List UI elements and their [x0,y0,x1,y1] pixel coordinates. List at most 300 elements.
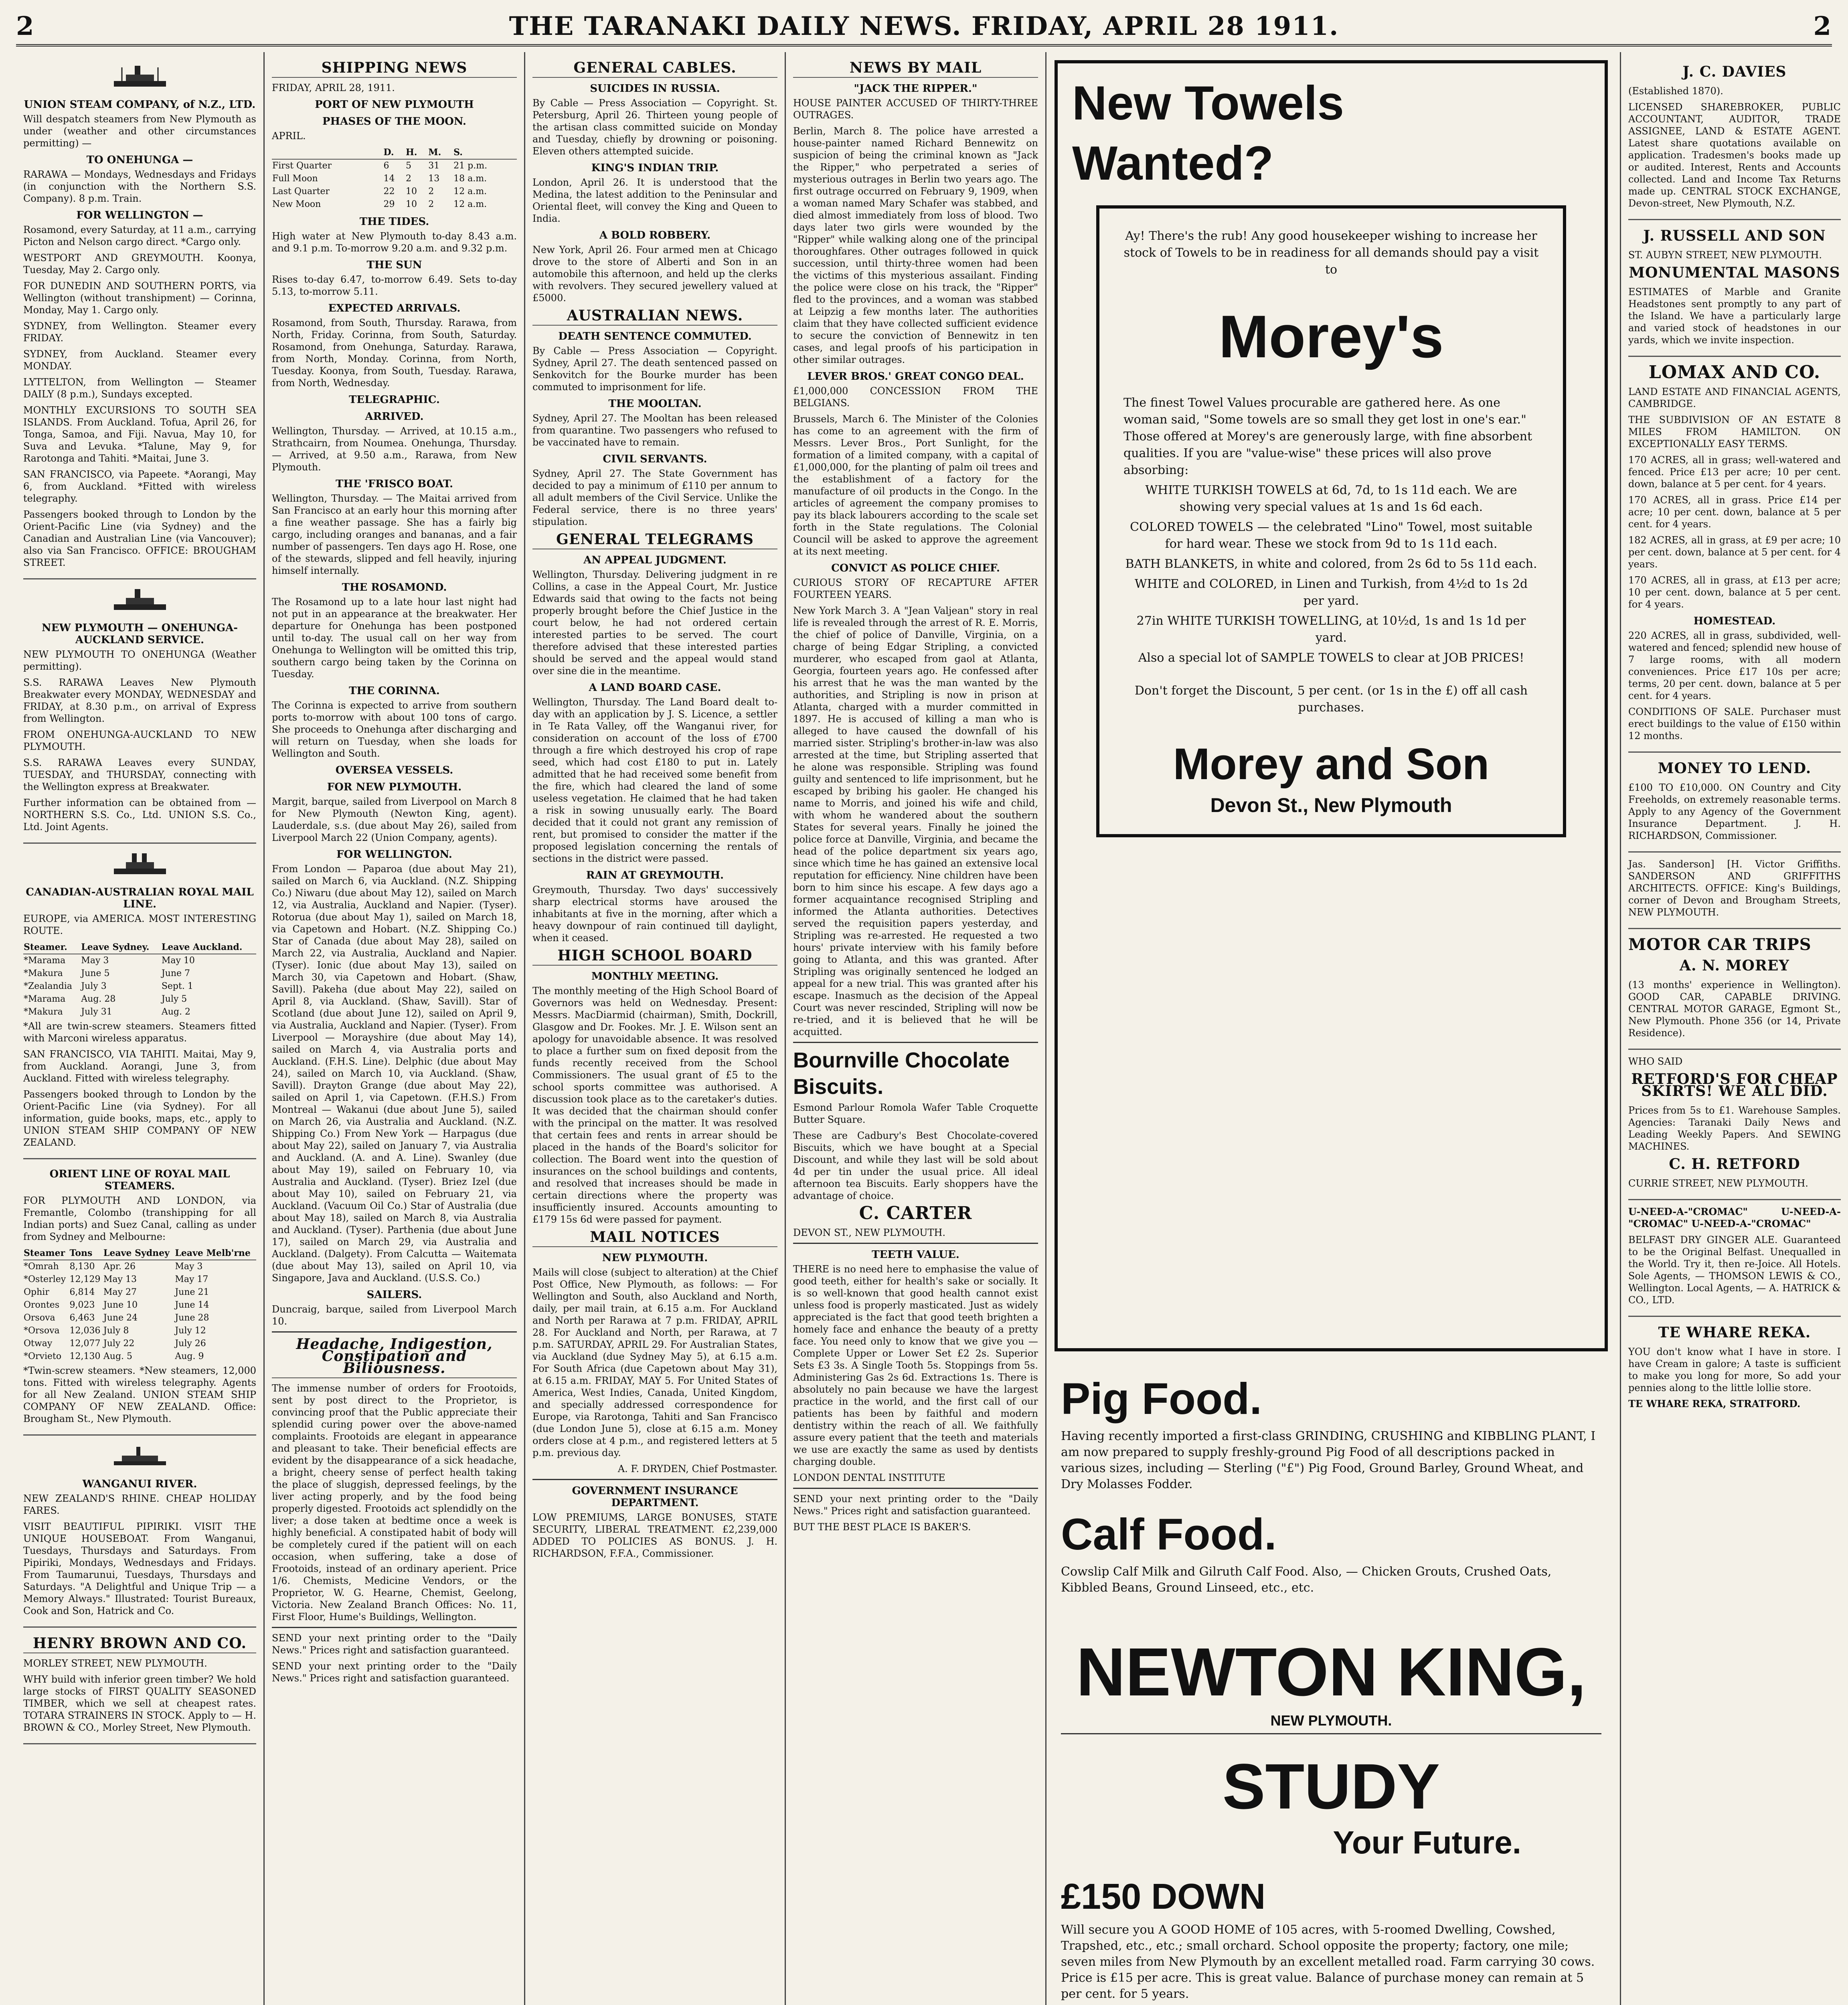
ripper-sub: HOUSE PAINTER ACCUSED OF THIRTY-THREE OUTRAGES. [793,97,1038,121]
th: Leave Sydney [103,1247,174,1260]
death-body: By Cable — Press Association — Copyright. Sydney, April 27. The death sentenced passed on Senkovitch for the Bourke murder has been commuted to imprisonment for life. [532,345,777,393]
union-rosamond: Rosamond, every Saturday, at 11 a.m., carrying Picton and Nelson cargo direct. *Cargo only. [23,224,256,247]
arrivals-heading: EXPECTED ARRIVALS. [328,302,461,314]
table-row [23,980,256,993]
cell: *Zealandia [24,981,72,991]
oversea-wgtn-heading: FOR WELLINGTON. [336,849,452,861]
kings-body: London, April 26. It is understood that the Medina, the latest addition to the Peninsular and Oriental fleet, will convey the King and Queen to India. [532,177,777,224]
morey-towels-ad [1055,60,1608,1351]
divider [793,1243,1038,1244]
cell: 5 [406,161,411,171]
teeth-heading: TEETH VALUE. [872,1249,959,1261]
lot-item: 182 ACRES, all in grass, at £9 per acre; 10 per cent. down, balance at 5 per cent. for 4 years. [1628,535,1841,570]
th [272,146,383,159]
insurance-body: LOW PREMIUMS, LARGE BONUSES, STATE SECURITY, LIBERAL TREATMENT. £2,239,000 ADDED TO POLICIES AS BONUS. J. H. RICHARDSON, F.F.A., Commissioner. [532,1512,777,1559]
cell: 18 a.m. [453,174,487,184]
th: Tons [69,1247,103,1260]
cell: July 8 [103,1326,129,1336]
whare-body: YOU don't know what I have in store. I have Cream in galore; A taste is sufficient to make you long for more, So add your pennies along to the little lollie store. [1628,1346,1841,1393]
money-ad [1628,753,1841,853]
cell: 21 p.m. [453,161,488,171]
printing-ad: SEND your next printing order to the "Daily News." Prices right and satisfaction guaranteed. [272,1661,517,1684]
sailers-heading: SAILERS. [366,1289,422,1301]
canadian-australian-ad [23,844,256,1159]
calf-food-body: Cowslip Calf Milk and Gilruth Calf Food. Also, — Chicken Grouts, Crushed Oats, Kibbled Beans, Ground Linseed, etc., etc. [1061,1565,1552,1595]
telegraphic-heading: TELEGRAPHIC. [349,394,440,406]
cell: May 3 [81,956,109,966]
congo-sub: £1,000,000 CONCESSION FROM THE BELGIANS. [793,385,1038,409]
onehunga-rarawa2: S.S. RARAWA Leaves every SUNDAY, TUESDAY, and THURSDAY, connecting with the Wellington express at Breakwater. [23,757,256,792]
mooltan-body: Sydney, April 27. The Mooltan has been released from quarantine. Two passengers who refused to be vaccinated have to remain. [532,413,777,448]
civil-body: Sydney, April 27. The State Government has decided to pay a minimum of £110 per annum to all adult members of the Civil Service. Unlike the Federal service, there is no three years' stipulation. [532,468,777,527]
cell: *Marama [24,994,66,1004]
divider [793,1488,1038,1489]
th: Steamer. [23,941,81,954]
pig-food-heading: Pig Food. [1061,1374,1262,1424]
column-cables [525,52,786,2005]
morey-headline-2: Wanted? [1072,136,1274,190]
lot-item: 170 ACRES, all in grass. Price £14 per acre; 10 per cent. down, balance at 5 per cent. for 4 years. [1628,494,1841,530]
sailers-body: Duncraig, barque, sailed from Liverpool March 10. [272,1304,517,1327]
appeal-heading: AN APPEAL JUDGMENT. [583,554,727,566]
cell: 12,130 [69,1351,101,1361]
table-row [272,198,517,211]
union-sydney2: SYDNEY, from Auckland. Steamer every MONDAY. [23,348,256,372]
rain-heading: RAIN AT GREYMOUTH. [586,869,724,881]
appeal-body: Wellington, Thursday. Delivering judgment in re Collins, a case in the Appeal Court, Mr. Justice Edwards said that owing to the facts not being properly brought before the Chief Justice in the court below, he had not ordered certain interested parties to be served. The court therefore advised that these interested parties should be served and the appeal would stand over sine die in the meantime. [532,569,777,676]
table-row [23,967,256,980]
canadian-sub: EUROPE, via AMERICA. MOST INTERESTING ROUTE. [23,913,256,936]
morey-name: Morey's [1219,303,1444,370]
tides-body: High water at New Plymouth to-day 8.43 a.m. and 9.1 p.m. To-morrow 9.20 a.m. and 9.32 p.m. [272,231,517,254]
retford-heading: RETFORD'S FOR CHEAP SKIRTS! WE ALL DID. [1631,1071,1838,1100]
union-passengers: Passengers booked through to London by the Orient-Pacific Line (via Sydney) and the Canadian and Australian Line (via Vancouver); also via San Francisco. OFFICE: BROUGHAM STREET. [23,509,256,568]
rosamond-body: The Rosamond up to a late hour last night had not put in an appearance at the breakwater. Her departure for Onehunga has been postponed until to-day. The usual call on her way from Onehunga to Wellington will be omitted this trip, southern cargo being taken by the Corinna on Tuesday. [272,596,517,680]
arrivals-body: Rosamond, from South, Thursday. Rarawa, from North, Friday. Corinna, from South, Saturday. Rosamond, from Onehunga, Saturday. Rarawa, from North, Monday. Corinna, from North, Tuesday. Koonya, from South, Tuesday. Rarawa, from North, Wednesday. [272,317,517,389]
whare-reka-ad [1628,1317,1841,1420]
union-sydney: SYDNEY, from Wellington. Steamer every FRIDAY. [23,320,256,344]
table-row [272,172,517,185]
russell-body: ESTIMATES of Marble and Granite Headstones sent promptly to any part of the Island. We have a particularly large and varied stock of headstones in our yards, which we invite inspection. [1628,286,1841,346]
motor-ad [1628,929,1841,1050]
teeth-body: THERE is no need here to emphasise the value of good teeth, either for health's sake or socially. It is so well-known that good health cannot exist unless food is properly masticated. Just as widely appreciated is the fact that good teeth brighten a homely face and enhance the beauty of a pretty face. You need only to know that we give you — Complete Upper or Lower Set £2 2s. Superior Sets £3 3s. A Single Tooth 5s. Stoppings from 5s. Administering Gas 2s 6d. Extractions 1s. There is absolutely no pain because we have the largest practice in the world, and the first call of our patients has been by faithful and modern dentistry within the reach of all. We faithfully assure every patient that the teeth and materials we use are exactly the same as used by dentists charging double. [793,1264,1038,1467]
th: H. [405,146,428,159]
morey-item: BATH BLANKETS, in white and colored, from 2s 6d to 5s 11d each. [1125,557,1537,571]
cell: *Orsova [24,1326,60,1336]
wanganui-river-ad [23,1436,256,1628]
cell: 10 [406,199,417,209]
retford-addr: CURRIE STREET, NEW PLYMOUTH. [1628,1178,1808,1189]
th: S. [453,146,517,159]
canadian-booked: Passengers booked through to London by the Orient-Pacific Line (via Sydney). For all information, guide books, maps, etc., apply to UNION STEAM SHIP COMPANY OF NEW ZEALAND. [23,1089,256,1148]
congo-heading: LEVER BROS.' GREAT CONGO DEAL. [807,371,1024,383]
oversea-np-heading: FOR NEW PLYMOUTH. [327,781,462,793]
oversea-heading: OVERSEA VESSELS. [335,764,453,776]
morey-item: 27in WHITE TURKISH TOWELLING, at 10½d, 1s and 1s 1d per yard. [1136,614,1526,645]
carter-name: C. CARTER [859,1203,972,1223]
retford-who: WHO SAID [1628,1056,1683,1067]
oversea-np-body: Margit, barque, sailed from Liverpool on March 8 for New Plymouth (Newton King, agent). Lauderdale, s.s. (due about May 26), sailed from Liverpool March 22 (Union Company, agents). [272,796,517,843]
bournville-title: Bournville Chocolate Biscuits. [793,1048,1010,1099]
corinna-body: The Corinna is expected to arrive from southern ports to-morrow with about 100 tons of cargo. She proceeds to Onehunga after discharging and will return on Tuesday, when she loads for Wellington and South. [272,700,517,759]
cell: May 10 [161,956,195,966]
cell: June 21 [175,1287,209,1297]
column-shipping-news [265,52,525,2005]
table-row [23,1325,256,1337]
civil-heading: CIVIL SERVANTS. [603,453,707,465]
river-steamer-icon [110,1441,170,1473]
morey-item: WHITE and COLORED, in Linen and Turkish, from 4½d to 1s 2d per yard. [1134,577,1528,608]
newton-king-name: NEWTON KING, [1076,1634,1586,1710]
orient-timetable [23,1247,256,1363]
cell: June 7 [161,968,190,978]
mooltan-heading: THE MOOLTAN. [608,398,702,410]
divider [793,1042,1038,1043]
morey-body: The finest Towel Values procurable are gathered here. As one woman said, "Some towels are so small they get lost in one's ear." Those offered at Morey's are generously large, with fine absorbent qualities. If you are "value-wise" these prices will also prove absorbing: [1123,396,1532,477]
retford-name: C. H. RETFORD [1669,1156,1800,1173]
cell: 14 [383,174,395,184]
school-heading: HIGH SCHOOL BOARD [532,950,777,966]
onehunga-sub: NEW PLYMOUTH TO ONEHUNGA (Weather permitting). [23,649,256,672]
table-row [23,1350,256,1363]
monthly-heading: MONTHLY MEETING. [591,970,719,982]
homestead-heading: HOMESTEAD. [1693,615,1776,627]
cell: *Osterley [24,1274,66,1284]
cell: 31 [428,161,440,171]
rain-body: Greymouth, Thursday. Two days' successively sharp electrical storms have aroused the inhabitants at five in the morning, after which a heavy downpour of rain continued till daylight, when it ceased. [532,884,777,944]
sun-body: Rises to-day 6.47, to-morrow 6.49. Sets to-day 5.13, to-morrow 5.11. [272,274,517,297]
morey-intro: Ay! There's the rub! Any good housekeeper wishing to increase her stock of Towels to be in readiness for all demands should pay a visit to [1123,229,1539,277]
cell: 10 [406,186,417,196]
onehunga-further: Further information can be obtained from — NORTHERN S.S. Co., Ltd. UNION S.S. Co., Ltd. Joint Agents. [23,797,256,832]
frootoids-body: The immense number of orders for Frootoids, sent by post direct to the Proprietor, is convincing proof that the Public appreciate their splendid curing power over the above-named complaints. Frootoids are elegant in appearance and pleasant to take. Their beneficial effects are evident by the disappearance of a sick headache, a bright, cheery sense of perfect health taking the place of sluggish, depressed feelings, by the liver acting properly, and by the food being properly digested. Frootoids act splendidly on the liver; a dose taken at bedtime once a week is highly beneficial. A constipated habit of body will be completely cured if the patient will on each occasion, when suffering, take a dose of Frootoids, instead of an ordinary aperient. Price 1/6. Chemists, Medicine Vendors, or the Proprietor, W. G. Hearne, Chemist, Geelong, Victoria. New Zealand Branch Offices: No. 11, First Floor, Hume's Buildings, Wellington. [272,1383,517,1622]
cell: *Makura [24,968,63,978]
land-heading: A LAND BOARD CASE. [589,682,721,694]
brown-body: WHY build with inferior green timber? We hold large stocks of FIRST QUALITY SEASONED TIMBER, which we sell at cheapest rates. TOTARA STRAINERS IN STOCK. Apply to — H. BROWN & CO., Morley Street, New Plymouth. [23,1674,256,1733]
newton-king-addr: NEW PLYMOUTH. [1270,1712,1392,1729]
convict-body: New York March 3. A "Jean Valjean" story in real life is revealed through the arrest of R. E. Morris, the chief of police of Danville, Virginia, on a charge of being Edgar Stripling, a convicted murderer, who escaped from gaol at Atlanta, Georgia, fourteen years ago. He confessed after his arrest that he was the man wanted by the authorities, and Stripling is now in prison at Atlanta, charged with a murder committed in 1897. He is accused of killing a man who is alleged to have caused the downfall of his married sister. Stripling's brother-in-law was also arrested at the time, but Stripling asserted that he alone was responsible. Stripling was found guilty and sentenced to life imprisonment, but he escaped by bribing his gaoler. He changed his name to Morris, and joined his wife and child, with whom he wandered about the southern States for several years. Finally he joined the police force at Danville, Virginia, and became the head of the police department six years ago, since which time he has gained an extensive local reputation for efficiency. Nine children have been born to him since his escape. A few days ago a former acquaintance recognised Stripling and informed the Atlanta authorities. Detectives served the requisition papers yesterday, and Stripling was re-arrested. He requested a two hours' private interview with his family before going to Atlanta, and this was granted. After Stripling was originally sentenced he lodged an appeal for a new trial. This was granted after his escape. Inasmuch as the decision of the Appeal Court was never rescinded, Stripling will now be re-tried, and it is believed that he will be acquitted. [793,605,1038,1037]
bournville-ad [793,1047,1038,1239]
morey-item: COLORED TOWELS — the celebrated "Lino" Towel, most suitable for hard wear. These we stock from 9d to 1s 11d each. [1130,520,1532,551]
morey-firm: Morey and Son [1173,739,1490,789]
cell: May 13 [103,1274,137,1284]
cell: *Orvieto [24,1351,62,1361]
th: M. [428,146,453,159]
mail-np: NEW PLYMOUTH. [602,1252,708,1264]
port-heading: PORT OF NEW PLYMOUTH [315,99,474,111]
canadian-heading: CANADIAN-AUSTRALIAN ROYAL MAIL LINE. [26,886,254,910]
wanganui-sub: NEW ZEALAND'S RHINE. CHEAP HOLIDAY FARES. [23,1493,256,1516]
bakers-line: BUT THE BEST PLACE IS BAKER'S. [793,1521,971,1533]
union-to-onehunga: TO ONEHUNGA — [86,154,193,166]
brown-heading: HENRY BROWN AND CO. [23,1637,256,1653]
cell: Apr. 26 [103,1262,136,1272]
table-row [23,993,256,1006]
cell: July 22 [103,1339,135,1349]
onehunga-rarawa: S.S. RARAWA Leaves New Plymouth Breakwater every MONDAY, WEDNESDAY and FRIDAY, at 8.30 p.m., on arrival of Express from Wellington. [23,677,256,724]
frisco-heading: THE 'FRISCO BOAT. [335,478,453,490]
whare-foot: TE WHARE REKA, STRATFORD. [1628,1398,1801,1410]
arrived-body: Wellington, Thursday. — Arrived, at 10.15 a.m., Strathcairn, from Noumea. Onehunga, Thursday. — Arrived, at 9.50 a.m., Rarawa, from New Plymouth. [272,425,517,473]
teeth-sign: LONDON DENTAL INSTITUTE [793,1472,945,1483]
ripper-heading: "JACK THE RIPPER." [854,83,978,95]
cell: 9,023 [69,1300,95,1310]
retford-ad [1628,1050,1841,1200]
orient-heading: ORIENT LINE OF ROYAL MAIL STEAMERS. [49,1168,230,1192]
union-excursions: MONTHLY EXCURSIONS TO SOUTH SEA ISLANDS. From Auckland. Tofua, April 26, for Tonga, Samoa, and Fiji. Navua, May 10, for Suva and Levuka. *Talune, May 9, for Rarotonga and Tahiti. *Maitai, June 3. [23,405,256,464]
table-row [23,954,256,967]
cell: 12 a.m. [453,186,487,196]
morey-an-name: A. N. MOREY [1680,957,1789,974]
money-body: £100 TO £10,000. ON Country and City Freeholds, on extremely reasonable terms. Apply to any Agency of the Government Insurance Department. J. H. RICHARDSON, Commissioner. [1628,782,1841,841]
cell: June 24 [103,1313,138,1323]
moon-table [272,146,517,211]
cell: July 12 [175,1326,206,1336]
column-shipping-ads [16,52,265,2005]
cell: 2 [428,186,434,196]
cell: Aug. 5 [103,1351,133,1361]
orient-note: *Twin-screw steamers. *New steamers, 12,000 tons. Fitted with wireless telegraphy. Agents for all New Zealand. UNION STEAM SHIP COMPANY OF NEW ZEALAND. Office: Brougham St., New Plymouth. [23,1365,256,1424]
offer-150-body: Will secure you A GOOD HOME of 105 acres, with 5-roomed Dwelling, Cowshed, Trapshed, etc., etc.; small orchard. School opposite the property; factory, one mile; seven miles from New Plymouth by an excellent metalled road. Farm carrying 30 cows. Price is £15 per acre. This is great value. Balance of purchase money can remain at 5 per cent. for 5 years. [1061,1923,1595,2001]
table-row [272,185,517,198]
frisco-body: Wellington, Thursday. — The Maitai arrived from San Francisco at an early hour this morning after a fine weather passage. She has a fairly big cargo, including oranges and bananas, and a fair number of passengers. Ten days ago H. Rose, one of the stewards, slipped and fell heavily, injuring himself internally. [272,493,517,576]
cell: *Omrah [24,1262,59,1272]
onehunga-service-ad [23,579,256,844]
printing-ad: SEND your next printing order to the "Daily News." Prices right and satisfaction guaranteed. [793,1493,1038,1517]
sanderson-ad [1628,853,1841,929]
wanganui-body: VISIT BEAUTIFUL PIPIRIKI. VISIT THE UNIQUE HOUSEBOAT. From Wanganui, Tuesdays, Thursdays and Saturdays. From Pipiriki, Mondays, Wednesdays and Fridays. From Taumarunui, Tuesdays, Thursdays and Saturdays. "A Delightful and Unique Trip — a Memory Always." Illustrated: Tourist Bureaux, Cook and Son, Hatrick and Co. [23,1521,256,1616]
kings-heading: KING'S INDIAN TRIP. [591,162,719,174]
motor-heading: MOTOR CAR TRIPS [1628,935,1812,954]
cell: *Marama [24,956,66,966]
union-heading: UNION STEAM COMPANY, of N.Z., LTD. [24,99,256,111]
union-westport: WESTPORT AND GREYMOUTH. Koonya, Tuesday, May 2. Cargo only. [23,252,256,275]
cell: 13 [428,174,440,184]
cell: 6 [383,161,389,171]
table-row [23,1312,256,1325]
page-number-right: 2 [1813,11,1832,41]
morey-headline-1: New Towels [1072,76,1344,130]
cell: June 28 [175,1313,209,1323]
retford-body: Prices from 5s to £1. Warehouse Samples. Agencies: Taranaki Daily News and Leading Weekly Papers. And SEWING MACHINES. [1628,1105,1841,1152]
table-row [23,1273,256,1286]
steamer-icon [110,849,170,881]
cell: 2 [428,199,434,209]
frootoids-heading: Headache, Indigestion, Constipation and Biliousness. [272,1338,517,1378]
whare-heading: TE WHARE REKA. [1658,1324,1811,1341]
cell: 12 a.m. [453,199,487,209]
cell: 29 [383,199,395,209]
mail-heading: MAIL NOTICES [532,1231,777,1247]
cables-heading: GENERAL CABLES. [532,62,777,78]
telegrams-heading: GENERAL TELEGRAMS [532,533,777,549]
lomax-name: LOMAX AND CO. [1648,362,1821,383]
cell: Ophir [24,1287,49,1297]
russell-ad [1628,220,1841,357]
th: Steamer [23,1247,69,1260]
morey-item: WHITE TURKISH TOWELS at 6d, 7d, to 1s 11d each. We are showing very special values at 1s and 1s 6d each. [1145,483,1517,514]
cell: Full Moon [272,174,318,184]
cell: May 27 [103,1287,137,1297]
sun-heading: THE SUN [366,259,422,271]
steamer-icon [110,585,170,617]
divider [1061,1733,1601,1734]
steamer-icon [110,62,170,94]
bournville-items: Esmond Parlour Romola Wafer Table Croquette Butter Square. [793,1102,1038,1125]
lot-item: 170 ACRES, all in grass; well-watered and fenced. Price £13 per acre; 10 per cent. down, balance at 5 per cent. for 4 years. [1628,454,1841,490]
morey-firm-addr: Devon St., New Plymouth [1210,794,1452,816]
cell: 12,129 [69,1274,101,1284]
death-heading: DEATH SENTENCE COMMUTED. [558,330,752,342]
rosamond-heading: THE ROSAMOND. [342,581,447,593]
cell: 8,130 [69,1262,95,1272]
union-dunedin: FOR DUNEDIN AND SOUTHERN PORTS, via Wellington (without transhipment) — Corinna, Monday, May 1. Cargo only. [23,280,256,316]
wanganui-heading: WANGANUI RIVER. [82,1478,197,1490]
onehunga-from: FROM ONEHUNGA-AUCKLAND TO NEW PLYMOUTH. [23,729,256,752]
offer-150-heading: £150 DOWN [1061,1877,1266,1917]
cromac-heading: U-NEED-A-"CROMAC" U-NEED-A-"CROMAC" U-NEED-A-"CROMAC" [1628,1206,1841,1229]
carter-addr: DEVON ST., NEW PLYMOUTH. [793,1227,946,1238]
money-heading: MONEY TO LEND. [1658,760,1812,777]
morey-discount: Don't forget the Discount, 5 per cent. (or 1s in the £) off all cash purchases. [1134,684,1528,715]
morey-an-body: (13 months' experience in Wellington). GOOD CAR, CAPABLE DRIVING. CENTRAL MOTOR GARAGE, Egmont St., New Plymouth. Phone 356 (or 14, Private Residence). [1628,979,1841,1039]
lot-item: 170 ACRES, all in grass, at £13 per acre; 10 per cent. down, balance at 5 per cent. for 4 years. [1628,575,1841,610]
union-intro: Will despatch steamers from New Plymouth as under (weather and other circumstances permitting) — [23,113,256,149]
cell: *Makura [24,1007,63,1017]
mail-body: Mails will close (subject to alteration) at the Chief Post Office, New Plymouth, as follows: — For Wellington and South, also Auckland and North, daily, per mail train, at 6.15 a.m. For Auckland and North per Rarawa at 7 p.m. FRIDAY, APRIL 28. For Auckland and North, per Rarawa, at 7 p.m. SATURDAY, APRIL 29. For Australian States, via Auckland (due Sydney May 5), at 6.15 a.m. For South Africa (due Capetown about May 31), at 6.15 a.m. FRIDAY, MAY 5. For United States of America, West Indies, Canada, United Kingdom, and specially addressed correspondence for Europe, via Rarotonga, Tahiti and San Francisco (due London June 5), close at 6.15 a.m. Money orders close at 4 p.m., and registered letters at 5 p.m. previous day. [532,1267,777,1458]
conditions: CONDITIONS OF SALE. Purchaser must erect buildings to the value of £150 within 12 months. [1628,706,1841,741]
union-lyttelton: LYTTELTON, from Wellington — Steamer DAILY (8 p.m.), Sundays excepted. [23,377,256,400]
insurance-heading: GOVERNMENT INSURANCE DEPARTMENT. [572,1485,738,1509]
cell: 12,077 [69,1339,101,1349]
robbery-heading: A BOLD ROBBERY. [599,229,711,241]
cell: Last Quarter [272,186,330,196]
cell: 6,463 [69,1313,95,1323]
printing-ad: SEND your next printing order to the "Daily News." Prices right and satisfaction guaranteed. [272,1632,517,1656]
table-row [23,1260,256,1273]
cell: June 5 [81,968,110,978]
russell-addr: ST. AUBYN STREET, NEW PLYMOUTH. [1628,249,1822,261]
cell: Aug. 9 [175,1351,204,1361]
morey-inner-box [1096,205,1566,837]
divider [272,1331,517,1333]
shipping-news-heading: SHIPPING NEWS [272,62,517,78]
orient-sub: FOR PLYMOUTH AND LONDON, via Fremantle, Colombo (transhipping for all Indian ports) and Suez Canal, calling as under from Sydney and Melbourne: [23,1195,256,1242]
cell: May 3 [175,1262,203,1272]
morey-item: Also a special lot of SAMPLE TOWELS to clear at JOB PRICES! [1138,651,1524,665]
cell: Otway [24,1339,53,1349]
column-news-by-mail [786,52,1046,2005]
column-small-ads [1620,52,1848,2005]
robbery-body: New York, April 26. Four armed men at Chicago drove to the store of Alberti and Son in an automobile this afternoon, and held up the clerks with revolvers. They secured jewellery valued at £5000. [532,244,777,304]
cromac-body: BELFAST DRY GINGER ALE. Guaranteed to be the Original Belfast. Unequalled in the World. Try it, then re-Joice. All Hotels. Sole Agents, — THOMSON LEWIS & CO., Wellington. Local Agents, — A. HATRICK & CO., LTD. [1628,1234,1841,1306]
th: D. [383,146,405,159]
school-body: The monthly meeting of the High School Board of Governors was held on Wednesday. Present: Messrs. MacDiarmid (chairman), Smith, Dockrill, Glasgow and Dr. Fookes. Mr. J. E. Wilson sent an apology for unavoidable absence. It was resolved to place a further sum on fixed deposit from the funds recently received from the School Commissioners. The usual grant of £5 to the school sports committee was authorised. A discussion took place as to the caretaker's duties. It was decided that the chairman should confer with the principal on the matter. It was resolved that certain fees and rents in arrear should be placed in the hands of the Board's solicitor for collection. The Board went into the question of insurances on the school buildings and contents, and resolved that increases should be made in certain directions where the property was insufficiently insured. Accounts amounting to £179 15s 6d were passed for payment. [532,985,777,1225]
mail-sign: A. F. DRYDEN, Chief Postmaster. [617,1463,777,1474]
davies-body: LICENSED SHAREBROKER, PUBLIC ACCOUNTANT, AUDITOR, TRADE ASSIGNEE, LAND & ESTATE AGENT. Latest share quotations available on application. Tradesmen's books made up or audited. Interest, Rents and Accounts collected. Land and Income Tax Returns made up. CENTRAL STOCK EXCHANGE, Devon-street, New Plymouth, N.Z. [1628,101,1841,209]
cell: June 10 [103,1300,138,1310]
cell: July 5 [161,994,187,1004]
table-row [23,1299,256,1312]
cell: July 3 [81,981,107,991]
cell: July 31 [81,1007,112,1017]
russell-name: J. RUSSELL AND SON [1643,227,1826,244]
calf-food-heading: Calf Food. [1061,1510,1277,1559]
th: Leave Melb'rne [174,1247,256,1260]
union-rarawa: RARAWA — Mondays, Wednesdays and Fridays (in conjunction with the Northern S.S. Company). 8 p.m. Train. [23,169,256,204]
newton-king-ad [1046,1363,1616,2005]
suicides-heading: SUICIDES IN RUSSIA. [590,83,720,95]
newspaper-title: THE TARANAKI DAILY NEWS. FRIDAY, APRIL 28 1911. [509,11,1339,41]
cell: Aug. 28 [81,994,116,1004]
cell: May 17 [175,1274,208,1284]
davies-ad [1628,56,1841,220]
australian-news-heading: AUSTRALIAN NEWS. [532,310,777,326]
suicides-body: By Cable — Press Association — Copyright. St. Petersburg, April 26. Thirteen young people of the artisan class committed suicide on Monday and Tuesday, chiefly by drowning or poisoning. Eleven others attempted suicide. [532,97,777,157]
lomax-sub: LAND ESTATE AND FINANCIAL AGENTS, CAMBRIDGE. [1628,386,1841,409]
cromac-ad [1628,1200,1841,1317]
moon-heading: PHASES OF THE MOON. [322,115,466,128]
tides-heading: THE TIDES. [359,216,429,228]
henry-brown-ad [23,1628,256,1744]
th: Leave Sydney. [81,941,161,954]
table-row [23,1006,256,1019]
arrived-heading: ARRIVED. [365,411,424,423]
convict-heading: CONVICT AS POLICE CHIEF. [831,562,1000,574]
moon-month: APRIL. [272,130,306,142]
orient-line-ad [23,1159,256,1436]
brown-sub: MORLEY STREET, NEW PLYMOUTH. [23,1658,207,1669]
cell: July 26 [175,1339,206,1349]
masthead [16,8,1832,47]
cell: New Moon [272,199,321,209]
canadian-sf: SAN FRANCISCO, VIA TAHITI. Maitai, May 9, from Auckland. Aorangi, June 3, from Auckland. Fitted with wireless telegraphy. [23,1049,256,1084]
lot-item: 220 ACRES, all in grass, subdivided, well-watered and fenced; splendid new house of 7 large rooms, with all modern conveniences. Price £17 10s per acre; terms, 20 per cent. down, balance at 5 per cent. for 4 years. [1628,630,1841,701]
study-heading: STUDY [1222,1750,1440,1822]
future-heading: Your Future. [1333,1825,1521,1860]
divider [532,1479,777,1480]
table-row [23,1286,256,1299]
lomax-intro: THE SUBDIVISION OF AN ESTATE 8 MILES FROM HAMILTON. ON EXCEPTIONALLY EASY TERMS. [1628,414,1841,450]
union-sanfran: SAN FRANCISCO, via Papeete. *Aorangi, May 6, from Auckland. *Fitted with wireless telegraphy. [23,469,256,504]
cell: 12,036 [69,1326,101,1336]
land-body: Wellington, Thursday. The Land Board dealt to-day with an application by J. S. Licence, a settler in Te Rata Valley, off the Wanganui river, for consideration on account of the loss of £700 through a fire which destroyed his crop of rape seed, which had cost £180 to put in. Lately admitted that he had received some benefit from the fire, which had cleared the land of some useless vegetation. He claimed that he had taken a risk in sowing unusually early. The Board decided that it could not grant any remission of rent, but promised to consider the matter if the proposed legislation concerning the rentals of sections in the district were passed. [532,697,777,864]
cell: Orsova [24,1313,55,1323]
cell: 2 [406,174,411,184]
ripper-body: Berlin, March 8. The police have arrested a house-painter named Richard Bennewitz on suspicion of being the criminal known as "Jack the Ripper," who perpetrated a series of mysterious outrages in Berlin two years ago. The first outrage occurred on February 9, 1909, when a woman named Mary Schafer was stabbed, and died almost immediately from loss of blood. Two days later two girls were wounded by the "Ripper" while walking along one of the principal thoroughfares. Other outrages followed in quick succession, until thirty-three women had been the victims of this mysterious assailant. Finding the police were close on his track, the "Ripper" fled to the provinces, and a woman was stabbed at Leipzig a few months later. The authorities claim that they have collected sufficient evidence to secure the conviction of Bennewitz in ten cases, and legal proofs of his participation in other similar outrages. [793,126,1038,365]
canadian-note: *All are twin-screw steamers. Steamers fitted with Marconi wireless apparatus. [23,1021,256,1044]
onehunga-heading: NEW PLYMOUTH — ONEHUNGA-AUCKLAND SERVICE. [41,622,238,646]
lomax-ad [1628,357,1841,753]
table-row [23,1337,256,1350]
news-by-mail-heading: NEWS BY MAIL [793,62,1038,78]
bournville-body: These are Cadbury's Best Chocolate-covered Biscuits, which we have bought at a Special Discount, and while they last will be sold about 4d per tin under the usual price. All ideal afternoon tea Biscuits. Early shoppers have the advantage of choice. [793,1130,1038,1201]
cell: 22 [383,186,395,196]
congo-body: Brussels, March 6. The Minister of the Colonies has come to an agreement with the firm of Messrs. Lever Bros., Port Sunlight, for the formation of a limited company, with a capital of £1,000,000, for the planting of palm oil trees and the establishment of a factory for the manufacture of oil products in the Congo. In the articles of agreement the company promises to pay its black labourers according to the scale set forth in the State regulations. The Colonial Council will be asked to approve the agreement at its next meeting. [793,413,1038,557]
corinna-heading: THE CORINNA. [349,685,440,697]
th: Leave Auckland. [161,941,256,954]
union-for-wellington: FOR WELLINGTON — [76,209,203,221]
cell: June 14 [175,1300,209,1310]
cell: Aug. 2 [161,1007,190,1017]
cell: Sept. 1 [161,981,193,991]
dateline: FRIDAY, APRIL 28, 1911. [272,82,395,93]
union-steam-ad [23,56,256,579]
divider [272,1627,517,1628]
sanderson-body: Jas. Sanderson] [H. Victor Griffiths. SANDERSON AND GRIFFITHS ARCHITECTS. OFFICE: King's Buildings, corner of Devon and Brougham Streets, NEW PLYMOUTH. [1628,859,1841,918]
canadian-timetable [23,941,256,1019]
table-row [272,159,517,172]
